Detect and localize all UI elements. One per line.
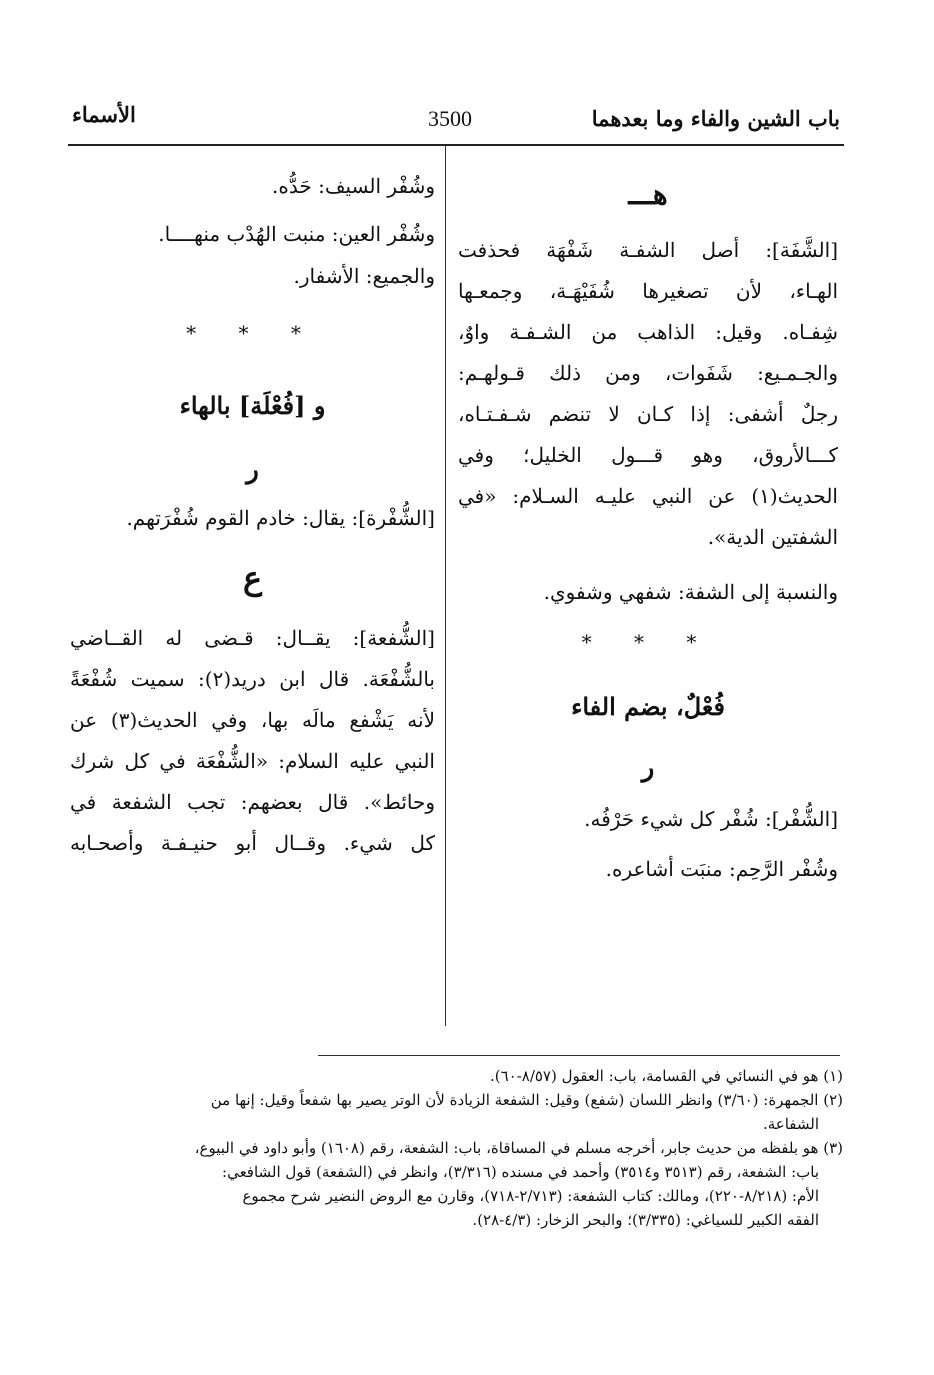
text-line: شِفـاه. وقيل: الذاهب من الشـفـة واوٌ، <box>458 320 838 344</box>
footnote-continuation: الشفاعة. <box>762 1115 819 1133</box>
entry-shufr-rahim: وشُفْر الرَّحِم: منبَت أشاعره. <box>605 857 838 881</box>
footnote-text: (٢) الجمهرة: (٣/٦٠) وانظر اللسان (شفع) وقيل: الشفعة الزيادة لأن الوتر يصير بها شفعاً وقيل: إنها من <box>210 1091 843 1109</box>
footnotes <box>65 1064 843 1232</box>
pattern-heading: فُعْلٌ، بضم الفاء <box>571 692 725 721</box>
footnote-rule <box>318 1055 840 1056</box>
footnote-continuation: باب: الشفعة، رقم (٣٥١٣ و٣٥١٤) وأحمد في مسنده (٣/٣١٦)، وانظر في (الشفعة) قول الشافعي: <box>222 1163 819 1181</box>
text-line: كل شيء. وقــال أبو حنيـفـة وأصحـابه <box>70 831 435 855</box>
text-line: والجـمـيع: شَفَوات، ومن ذلك قـولهـم: <box>458 361 838 385</box>
footnote-continuation: الفقه الكبير للسياغي: (٣/٣٣٥)؛ والبحر الزخار: (٤/٣-٢٨). <box>472 1211 819 1229</box>
section-separator: * * * <box>581 630 715 654</box>
section-title: الأسماء <box>72 102 136 127</box>
footnote-1: (١) هو في النسائي في القسامة، باب: العقول (٨/٥٧-٦٠). <box>489 1067 843 1085</box>
entry-shafa <box>458 230 838 558</box>
pattern-heading: و [فُعْلَة] بالهاء <box>179 391 326 420</box>
plural-line: والجميع: الأشفار. <box>293 264 435 288</box>
header-rule <box>68 144 844 146</box>
footnote-continuation: الأم: (٨/٢١٨-٢٢٠)، ومالك: كتاب الشفعة: (٢/٧١٣-٧١٨)، وقارن مع الروض النضير شرح مجموع <box>242 1187 819 1205</box>
chapter-title: باب الشين والفاء وما بعدهما <box>591 106 840 131</box>
entry-shufa <box>70 618 435 864</box>
footnote-text: (٣) هو بلفظه من حديث جابر، أخرجه مسلم في المساقاة، باب: الشفعة، رقم (١٦٠٨) وأبو داود في البيوع، <box>194 1139 843 1157</box>
nisba-line: والنسبة إلى الشفة: شفهي وشفوي. <box>543 580 838 604</box>
entry-shufr-eye: وشُفْر العين: منبت الهُدْب منهــــا. <box>158 222 435 246</box>
page-header <box>60 98 840 138</box>
entry-shufr-sword: وشُفْر السيف: حَدُّه. <box>272 174 435 198</box>
left-column <box>70 160 435 864</box>
text-line: بالشُّفْعَة. قال ابن دريد(٢): سميت شُفْعَةً <box>70 667 435 691</box>
right-column <box>458 160 838 894</box>
footnote-3 <box>65 1136 843 1232</box>
text-line: [الشَّفَة]: أصل الشفـة شَفْهَة فحذفت <box>458 238 838 262</box>
text-line: النبي عليه السلام: «الشُّفْعَة في كل شرك <box>70 749 435 773</box>
text-line: الحديث(١) عن النبي عليـه السـلام: «في <box>458 484 838 508</box>
root-letter: ر <box>641 753 655 783</box>
page-number: 3500 <box>428 106 472 131</box>
footnote-2 <box>65 1088 843 1136</box>
text-line: رجلٌ أشفى: إذا كـان لا تنضم شـفـتـاه، <box>458 402 838 426</box>
text-line: الشفتين الدية». <box>707 525 838 549</box>
column-divider <box>445 146 446 1026</box>
text-line: كـــالأروق، وهو قـــول الخليل؛ وفي <box>458 443 838 467</box>
section-separator: * * * <box>186 321 319 345</box>
text-line: [الشُّفعة]: يقــال: قـضى له القــاضي <box>70 626 435 650</box>
letter-heading: هـــ <box>628 178 668 211</box>
text-line: وحائط». قال بعضهم: تجب الشفعة في <box>70 790 435 814</box>
root-letter: ر <box>246 455 259 485</box>
entry-shufr: [الشُّفْر]: شُفْر كل شيء حَرْفُه. <box>584 807 838 831</box>
entry-shufra: [الشُّفْرة]: يقال: خادم القوم شُفْرَتهم. <box>126 506 435 530</box>
text-line: الهـاء، لأن تصغيرها شُفَيْهَـة، وجمعـها <box>458 279 838 303</box>
root-letter: ع <box>242 559 263 597</box>
text-line: لأنه يَشْفع مالَه بها، وفي الحديث(٣) عن <box>70 708 435 732</box>
